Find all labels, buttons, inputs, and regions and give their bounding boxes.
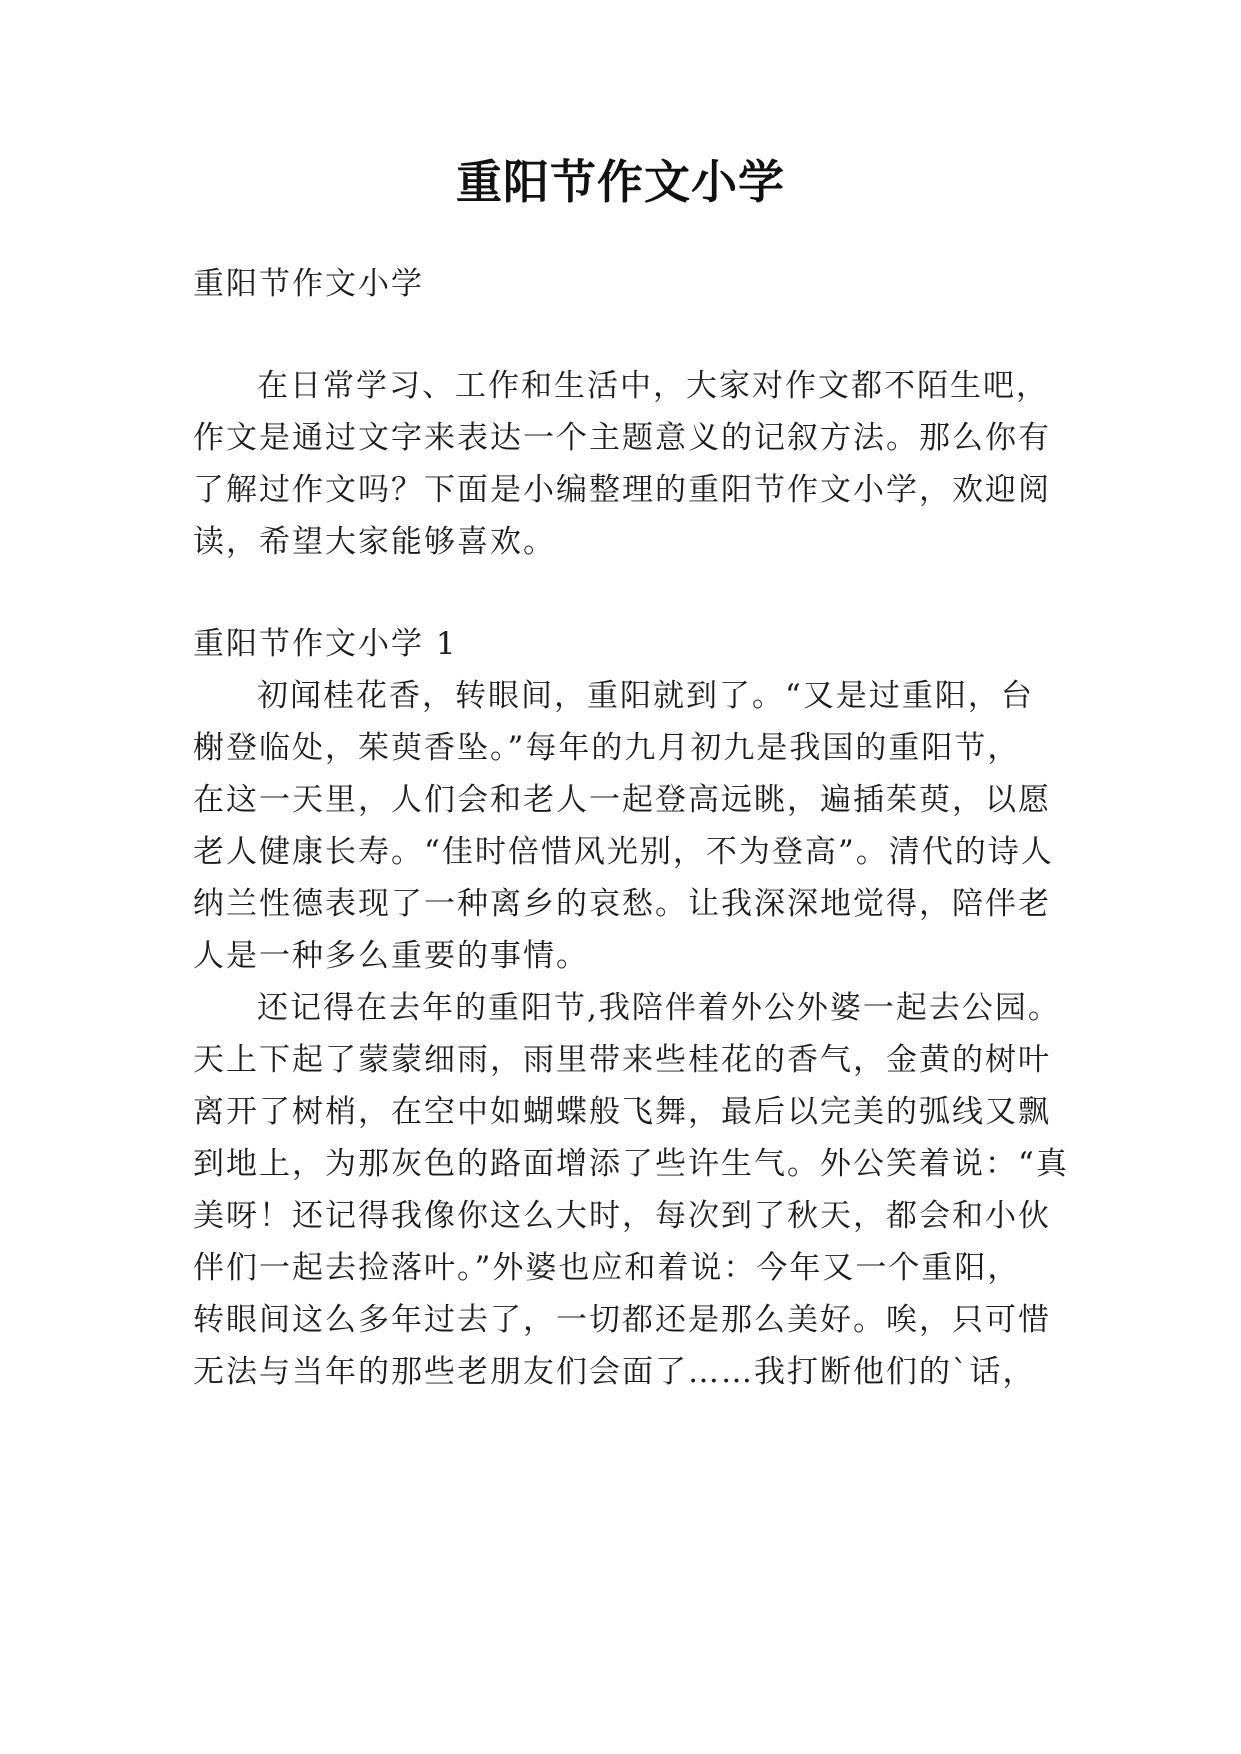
- paragraph-line: 离开了树梢，在空中如蝴蝶般飞舞，最后以完美的弧线又飘: [193, 1094, 1051, 1130]
- paragraph-line: 初闻桂花香，转眼间，重阳就到了。“又是过重阳，台: [257, 678, 1034, 714]
- intro-line: 作文是通过文字来表达一个主题意义的记叙方法。那么你有: [193, 420, 1051, 456]
- paragraph-line: 还记得在去年的重阳节,我陪伴着外公外婆一起去公园。: [257, 990, 1061, 1026]
- intro-line: 在日常学习、工作和生活中，大家对作文都不陌生吧，: [257, 368, 1049, 404]
- paragraph-line: 榭登临处，茱萸香坠。”每年的九月初九是我国的重阳节，: [193, 730, 1021, 766]
- paragraph-line: 美呀！还记得我像你这么大时，每次到了秋天，都会和小伙: [193, 1198, 1051, 1234]
- paragraph-line: 到地上，为那灰色的路面增添了些许生气。外公笑着说：“真: [193, 1146, 1069, 1182]
- intro-line: 读，希望大家能够喜欢。: [193, 524, 556, 560]
- paragraph-line: 转眼间这么多年过去了，一切都还是那么美好。唉，只可惜: [193, 1302, 1051, 1338]
- paragraph-line: 纳兰性德表现了一种离乡的哀愁。让我深深地觉得，陪伴老: [193, 886, 1051, 922]
- document-subtitle: 重阳节作文小学: [193, 266, 424, 302]
- paragraph-line: 在这一天里，人们会和老人一起登高远眺，遍插茱萸，以愿: [193, 782, 1051, 818]
- paragraph-line: 无法与当年的那些老朋友们会面了……我打断他们的`话，: [193, 1354, 1036, 1390]
- intro-line: 了解过作文吗？下面是小编整理的重阳节作文小学，欢迎阅: [193, 472, 1051, 508]
- paragraph-line: 老人健康长寿。“佳时倍惜风光别，不为登高”。清代的诗人: [193, 834, 1054, 870]
- paragraph-line: 伴们一起去捡落叶。”外婆也应和着说：今年又一个重阳，: [193, 1250, 1021, 1286]
- document-title: 重阳节作文小学: [456, 155, 785, 209]
- section-heading: 重阳节作文小学 1: [193, 626, 458, 662]
- paragraph-line: 人是一种多么重要的事情。: [193, 938, 589, 974]
- paragraph-line: 天上下起了蒙蒙细雨，雨里带来些桂花的香气，金黄的树叶: [193, 1042, 1051, 1078]
